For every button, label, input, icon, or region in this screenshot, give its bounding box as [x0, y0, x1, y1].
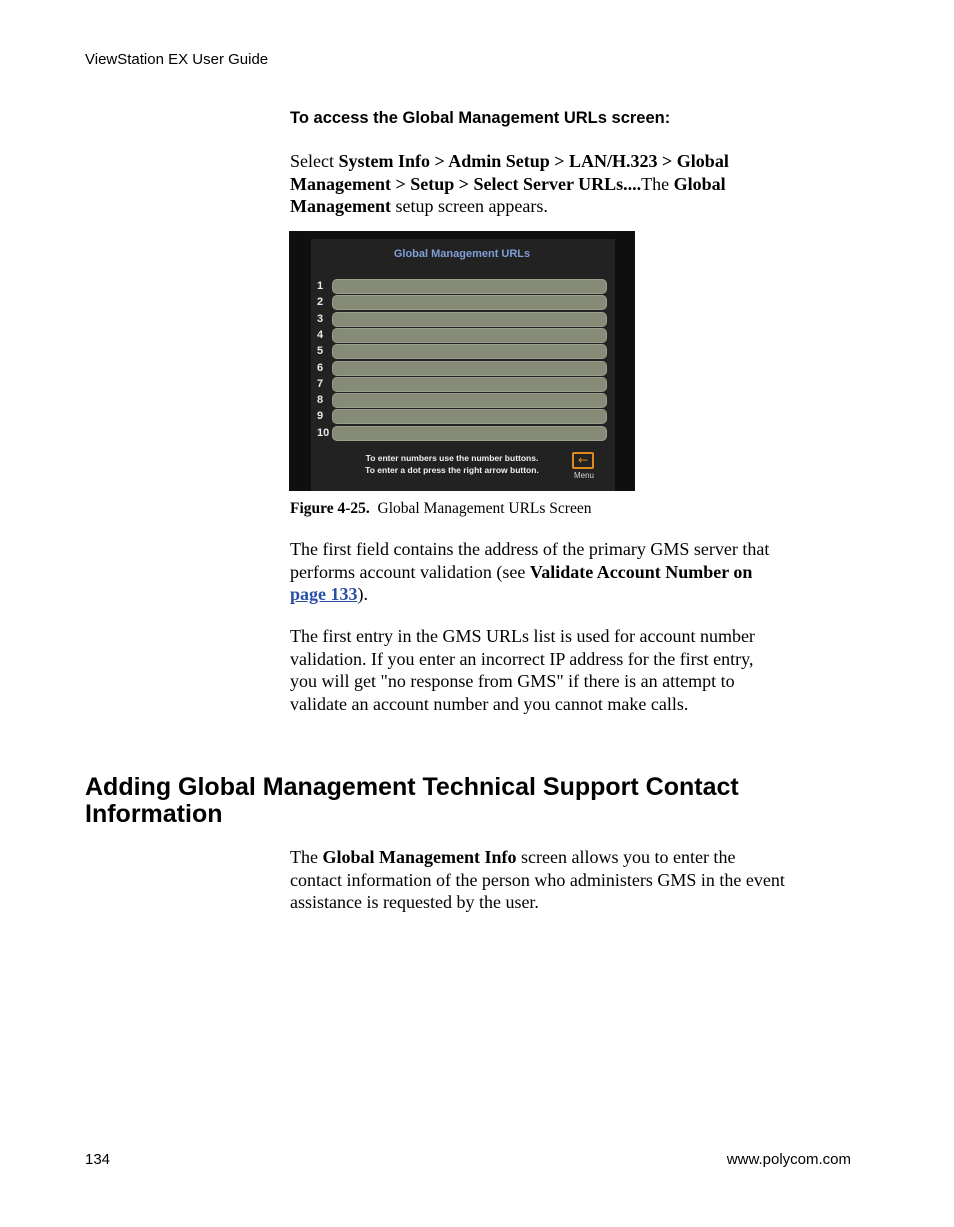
url-row-number: 4	[317, 328, 324, 341]
url-input-field	[332, 409, 607, 424]
url-row-number: 6	[317, 361, 324, 374]
url-row	[317, 361, 609, 375]
url-row-number: 8	[317, 394, 324, 407]
url-row-number: 5	[317, 345, 324, 358]
url-row	[317, 344, 609, 358]
screen-hint-numbers: To enter numbers use the number buttons.	[365, 453, 539, 463]
section-heading-line1: Adding Global Management Technical Support Contact	[85, 773, 739, 801]
page-number: 134	[85, 1151, 111, 1168]
menu-return-icon: ←	[572, 452, 594, 469]
figure-caption	[290, 500, 591, 518]
url-row-number: 2	[317, 296, 324, 309]
validate-account-ref: Validate Account Number on	[529, 561, 753, 582]
the-word: The	[641, 173, 674, 194]
paragraph-first-field	[290, 538, 860, 606]
screen-hint-dot: To enter a dot press the right arrow button.	[365, 465, 539, 475]
figure-label: Figure 4-25.	[290, 500, 370, 517]
section-heading-line2: Information	[85, 800, 223, 828]
para-first-entry-line1: The first entry in the GMS URLs list is used for account number	[290, 626, 755, 646]
paragraph-info	[290, 846, 858, 914]
para-info-line2: contact information of the person who administers GMS in the event	[290, 869, 785, 890]
para-first-entry-line3: you will get "no response from GMS" if there is an attempt to	[290, 671, 735, 692]
para-first-field-close: ).	[357, 584, 368, 605]
procedure-heading: To access the Global Management URLs screen:	[290, 109, 671, 127]
url-row	[317, 279, 609, 293]
url-input-field	[332, 344, 607, 359]
global-management-urls-screenshot	[289, 231, 635, 491]
gm-info-screen-name: Global Management Info	[322, 847, 517, 867]
url-input-field	[332, 279, 607, 294]
url-input-field	[332, 328, 607, 343]
url-row	[317, 409, 609, 423]
url-input-field	[332, 295, 607, 310]
url-row-number: 7	[317, 377, 324, 390]
para-first-field-line2a: performs account validation (see	[290, 561, 530, 582]
website-url: www.polycom.com	[726, 1151, 851, 1168]
select-word: Select	[290, 151, 339, 171]
url-input-field	[332, 426, 607, 441]
url-row-number: 1	[317, 280, 324, 292]
url-row-number: 3	[317, 312, 324, 325]
url-input-field	[332, 393, 607, 408]
para-first-entry-line4: validate an account number and you cannot make calls.	[290, 694, 689, 715]
url-input-field	[332, 312, 607, 327]
screen-name-line1: Global	[673, 173, 726, 194]
paragraph-first-entry	[290, 625, 860, 716]
menu-label: Menu	[573, 471, 594, 480]
url-row	[317, 393, 609, 407]
para-info-line3: assistance is requested by the user.	[290, 892, 539, 913]
para-first-entry-line2: validation. If you enter an incorrect IP address for the first entry,	[290, 648, 754, 669]
url-row	[317, 295, 609, 309]
step-trailing: setup screen appears.	[390, 196, 548, 217]
menu-path-line1: System Info > Admin Setup > LAN/H.323 > Global	[338, 151, 729, 171]
procedure-step	[290, 150, 860, 218]
page-133-link[interactable]: page 133	[290, 584, 358, 605]
url-row	[317, 377, 609, 391]
url-row-number: 9	[317, 410, 324, 423]
figure-title: Global Management URLs Screen	[377, 500, 592, 517]
para-first-field-line1: The first field contains the address of the primary GMS server that	[290, 539, 770, 559]
para-info-the: The	[290, 847, 323, 867]
screen-title: Global Management URLs	[393, 248, 531, 260]
url-input-field	[332, 377, 607, 392]
section-heading	[85, 774, 865, 828]
url-row	[317, 312, 609, 326]
screen-name-line2: Management	[290, 196, 391, 217]
url-input-field	[332, 361, 607, 376]
url-row-number: 10	[317, 426, 330, 439]
running-header: ViewStation EX User Guide	[85, 51, 269, 68]
para-info-line1-rest: screen allows you to enter the	[516, 847, 736, 867]
menu-path-line2: Management > Setup > Select Server URLs....	[290, 173, 642, 194]
url-row	[317, 426, 609, 440]
url-row	[317, 328, 609, 342]
